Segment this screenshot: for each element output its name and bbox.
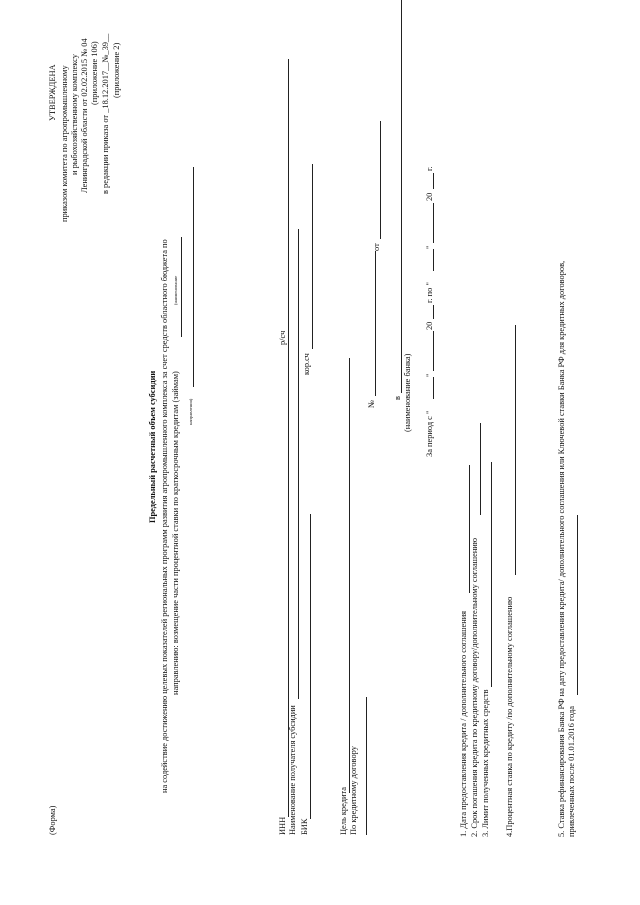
approval-line-5: в редакции приказа от _18.12.2017__№_39__ xyxy=(101,33,110,194)
title-subtitle-line-1: на содействие достижению целевых показателей региональных программ развития агропромышленного комплекса за счет средств областного бюджета по xyxy=(160,239,169,793)
approval-line-1: приказом комитета по агропромышленному xyxy=(60,65,69,222)
bank-note: (наименование банка) xyxy=(403,353,412,432)
approved-stamp-title: УТВЕРЖДЕНА xyxy=(48,64,57,121)
direction-name-note: (наименование xyxy=(173,275,178,305)
period-quote-2: " xyxy=(425,245,434,249)
item-5-line-1: 5. Ставка рефинансирования Банка РФ на дату предоставления кредита/ дополнительного соглашения или Ключевой ставки Банка РФ для кредитных договоров, xyxy=(557,260,566,837)
agreement-line[interactable] xyxy=(366,697,367,835)
bik-line[interactable] xyxy=(310,514,311,819)
rs-line[interactable] xyxy=(288,59,289,329)
form-title: Предельный расчетный объем субсидии xyxy=(148,370,157,523)
item-2-line[interactable] xyxy=(480,423,481,515)
agreement-date-line[interactable] xyxy=(380,121,381,239)
direction-name-line-2 xyxy=(193,167,194,387)
agreement-date-label: от xyxy=(372,243,381,251)
item-4-label: 4.Процентная ставка по кредиту /по дополнительному соглашению xyxy=(505,596,514,837)
recipient-line[interactable] xyxy=(298,229,299,699)
ks-line[interactable] xyxy=(312,164,313,349)
item-3-line[interactable] xyxy=(491,462,492,687)
approval-line-2: и рыбохозяйственному комплексу xyxy=(70,54,79,175)
period-end-month-line[interactable] xyxy=(433,203,434,243)
period-end: г. xyxy=(425,166,434,171)
direction-name-note-2: направления) xyxy=(188,398,193,425)
agreement-label: По кредитному договору xyxy=(349,746,358,835)
title-subtitle-line-2: направлению: возмещение части процентной ставки по краткосрочным кредитам (займам) xyxy=(171,371,180,695)
inn-label: ИНН xyxy=(278,816,287,835)
item-2-label: 2. Срок погашения кредита по кредитному договору/дополнительному соглашению xyxy=(470,537,479,837)
approval-line-3: Ленинградской области от 02.02.2015 № 04 xyxy=(80,38,89,193)
bank-in-label: в xyxy=(393,396,402,400)
period-quote-1: " xyxy=(425,373,434,377)
form-label: (Форма) xyxy=(48,805,57,835)
item-4-line[interactable] xyxy=(515,325,516,575)
period-start-month-line[interactable] xyxy=(433,331,434,371)
purpose-line[interactable] xyxy=(349,358,350,793)
item-1-label: 1. Дата предоставления кредита / дополнительного соглашения xyxy=(459,610,468,837)
ks-label: кор.сч xyxy=(302,353,311,375)
agreement-no-line[interactable] xyxy=(375,251,376,396)
agreement-no-label: № xyxy=(367,400,376,408)
item-5-line-2: привлеченных после 01.01.2016 года xyxy=(567,705,576,837)
bank-line[interactable] xyxy=(401,0,402,393)
period-mid: г. по " xyxy=(425,282,434,303)
approval-line-4: (приложение 106) xyxy=(90,41,99,105)
rs-label: р/сч xyxy=(278,330,287,345)
period-start-year-line[interactable] xyxy=(433,305,434,319)
bik-label: БИК xyxy=(300,818,309,835)
period-year-1: 20 xyxy=(425,321,434,330)
period-end-year-line[interactable] xyxy=(433,173,434,189)
purpose-label: Цель кредита xyxy=(339,787,348,835)
item-3-label: 3. Лимит полученных кредитных средств xyxy=(481,689,490,837)
direction-name-line xyxy=(181,237,182,337)
item-5-line[interactable] xyxy=(577,515,578,695)
approval-line-6: (приложение 2) xyxy=(112,42,121,98)
period-prefix: За период с " xyxy=(425,410,434,457)
period-start-day-line[interactable] xyxy=(433,377,434,399)
period-end-day-line[interactable] xyxy=(433,249,434,271)
recipient-label: Наименование получателя субсидии xyxy=(288,705,297,835)
period-year-2: 20 xyxy=(425,192,434,201)
